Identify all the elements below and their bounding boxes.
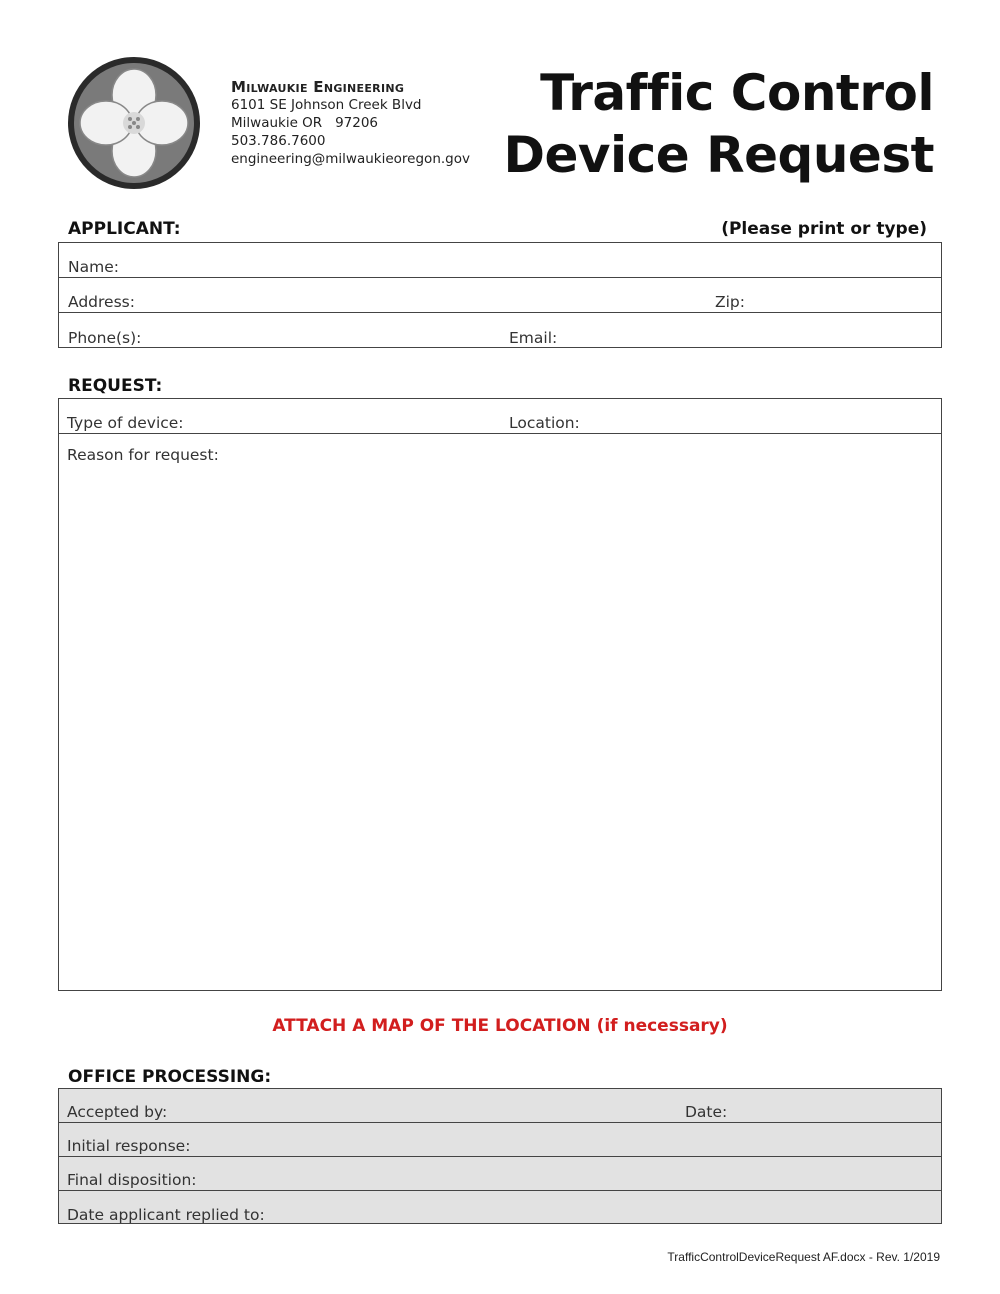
print-or-type-note: (Please print or type)	[721, 219, 927, 239]
zip-label: Zip:	[715, 293, 745, 311]
type-of-device-label: Type of device:	[67, 414, 184, 432]
city-state-zip: Milwaukie OR 97206	[231, 115, 379, 131]
applicant-heading: APPLICANT:	[68, 219, 181, 239]
date-replied-label: Date applicant replied to:	[67, 1206, 265, 1224]
date-label: Date:	[685, 1103, 728, 1121]
form-title	[504, 62, 934, 186]
applicant-fields-box	[58, 242, 942, 348]
reason-field-area[interactable]	[59, 434, 941, 990]
final-disposition-label: Final disposition:	[67, 1171, 197, 1189]
document-footer: TrafficControlDeviceRequest AF.docx - Rev. 1/2019	[667, 1250, 940, 1264]
form-title-line1: Traffic Control	[540, 64, 934, 122]
form-title-line2: Device Request	[503, 126, 934, 184]
request-fields-box	[58, 398, 942, 991]
phone-email-field-row[interactable]	[59, 313, 941, 348]
initial-response-field-row[interactable]	[59, 1123, 941, 1157]
phone-number: 503.786.7600	[231, 133, 326, 149]
street-address: 6101 SE Johnson Creek Blvd	[231, 97, 422, 113]
accepted-by-field-row[interactable]	[59, 1089, 941, 1123]
name-field-row[interactable]	[59, 243, 941, 278]
request-heading: REQUEST:	[68, 376, 163, 396]
address-label: Address:	[68, 293, 135, 311]
organization-name: Milwaukie Engineering	[231, 78, 405, 96]
office-processing-heading: OFFICE PROCESSING:	[68, 1067, 272, 1087]
organization-contact-block	[231, 78, 470, 168]
email-label: Email:	[509, 329, 558, 347]
location-label: Location:	[509, 414, 580, 432]
device-location-field-row[interactable]	[59, 399, 941, 434]
email-address: engineering@milwaukieoregon.gov	[231, 151, 470, 167]
accepted-by-label: Accepted by:	[67, 1103, 168, 1121]
name-label: Name:	[68, 258, 119, 276]
initial-response-label: Initial response:	[67, 1137, 191, 1155]
final-disposition-field-row[interactable]	[59, 1157, 941, 1191]
office-processing-box	[58, 1088, 942, 1224]
reason-label: Reason for request:	[67, 446, 219, 464]
phone-label: Phone(s):	[68, 329, 142, 347]
address-field-row[interactable]	[59, 278, 941, 313]
attach-map-note: ATTACH A MAP OF THE LOCATION (if necessary)	[272, 1016, 728, 1036]
date-replied-field-row[interactable]	[59, 1191, 941, 1225]
city-seal-logo	[66, 55, 202, 191]
